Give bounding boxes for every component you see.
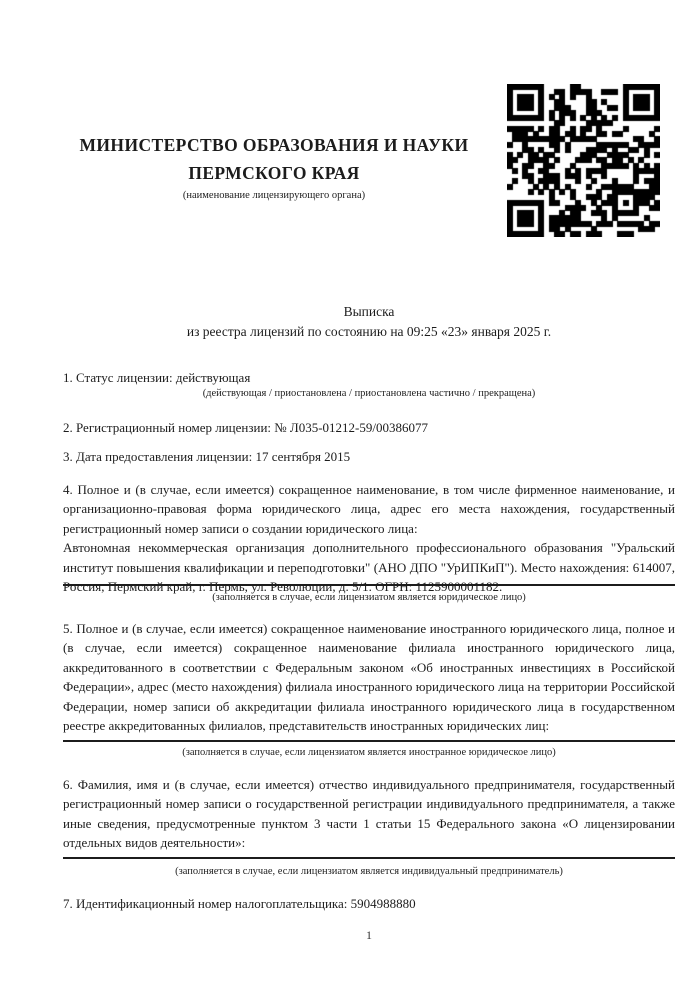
doc-title bbox=[63, 302, 675, 342]
legal-entity-caption: (заполняется в случае, если лицензиатом является юридическое лицо) bbox=[212, 592, 526, 603]
ministry-name-line2: ПЕРМСКОГО КРАЯ bbox=[188, 163, 360, 183]
page-number: 1 bbox=[366, 928, 372, 942]
foreign-entity-heading: 5. Полное и (в случае, если имеется) сокращенное наименование иностранного юридического лица, полное и (в случае, если имеется) сокращенное наименование филиала иностранного юридического лица, аккредитованного в соответствии с Федеральным законом «Об иностранных инвестициях в Российской Федерации», адрес (место нахождения) филиала иностранного юридического лица на территории Российской Федерации, номер записи об аккредитации филиала иностранного юридического лица в государственном реестре аккредитованных филиалов, представительств иностранных юридических лиц: bbox=[63, 621, 675, 734]
doc-title-line1: Выписка bbox=[343, 304, 395, 319]
license-date-item: 3. Дата предоставления лицензии: 17 сентября 2015 bbox=[63, 449, 351, 464]
legal-entity-heading: 4. Полное и (в случае, если имеется) сокращенное наименование, в том числе фирменное наименование, и организационно-правовая форма юридического лица, адрес его места нахождения, государственный регистрационный номер записи о создании юридического лица: bbox=[63, 482, 675, 536]
license-number-item: 2. Регистрационный номер лицензии: № Л035-01212-59/00386077 bbox=[63, 420, 429, 435]
foreign-entity-caption: (заполняется в случае, если лицензиатом является иностранное юридическое лицо) bbox=[182, 747, 556, 758]
qr-code-icon bbox=[507, 84, 660, 237]
license-status-item: 1. Статус лицензии: действующая bbox=[63, 370, 251, 385]
ministry-name bbox=[58, 131, 490, 187]
legal-entity-value: Автономная некоммерческая организация дополнительного профессионального образования "Уральский институт повышения квалификации и переподготовки" (АНО ДПО "УрИПКиП"). Место нахождения: 614007, Россия, Пермский край, г. Пермь, ул. Революции, д. 5/1. ОГРН: 1125900001182. bbox=[63, 540, 675, 595]
separator-line-foreign-entity bbox=[63, 740, 675, 742]
inn-item: 7. Идентификационный номер налогоплательщика: 5904988880 bbox=[63, 896, 416, 911]
status-options-caption: (действующая / приостановлена / приостановлена частично / прекращена) bbox=[202, 388, 536, 399]
doc-title-line2: из реестра лицензий по состоянию на 09:25 «23» января 2025 г. bbox=[186, 324, 552, 339]
entrepreneur-heading: 6. Фамилия, имя и (в случае, если имеется) отчество индивидуального предпринимателя, государственный регистрационный номер записи о государственной регистрации индивидуального предпринимателя, а также иные сведения, предусмотренные пунктом 3 части 1 статьи 15 Федерального закона «О лицензировании отдельных видов деятельности»: bbox=[63, 777, 675, 851]
foreign-entity-item bbox=[63, 619, 675, 735]
legal-entity-item bbox=[63, 480, 675, 596]
ministry-name-line1: МИНИСТЕРСТВО ОБРАЗОВАНИЯ И НАУКИ bbox=[79, 135, 469, 155]
entrepreneur-item bbox=[63, 775, 675, 853]
separator-line-legal-entity bbox=[63, 584, 675, 586]
ministry-caption: (наименование лицензирующего органа) bbox=[182, 190, 366, 201]
separator-line-entrepreneur bbox=[63, 857, 675, 859]
entrepreneur-caption: (заполняется в случае, если лицензиатом является индивидуальный предприниматель) bbox=[175, 866, 563, 877]
